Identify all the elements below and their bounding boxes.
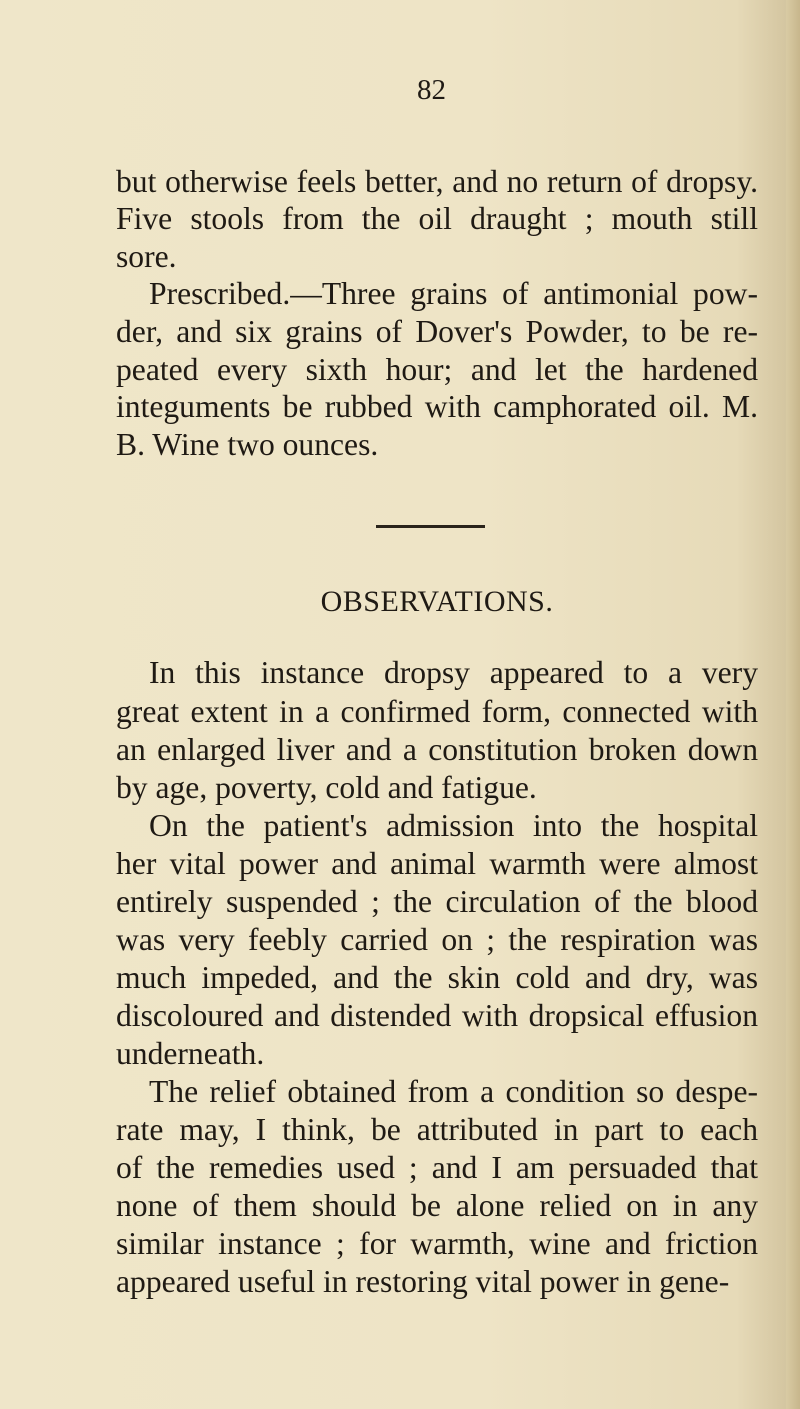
text-line: Prescribed.—Three grains of antimonial pow-: [149, 276, 758, 311]
text-line: underneath.: [116, 1036, 265, 1071]
text-line: entirely suspended ; the circulation of the blood: [116, 884, 758, 919]
text-line: rate may, I think, be attributed in part to each: [116, 1112, 758, 1147]
text-line: of the remedies used ; and I am persuaded that: [116, 1150, 758, 1185]
text-line: none of them should be alone relied on in any: [116, 1188, 758, 1223]
text-line: integuments be rubbed with camphorated oil. M.: [116, 389, 758, 424]
text-line: by age, poverty, cold and fatigue.: [116, 770, 537, 805]
text-line: was very feebly carried on ; the respiration was: [116, 922, 758, 957]
text-line: much impeded, and the skin cold and dry, was: [116, 960, 758, 995]
text-line: discoloured and distended with dropsical effusion: [116, 998, 758, 1033]
text-line: peated every sixth hour; and let the hardened: [116, 352, 758, 387]
text-line: an enlarged liver and a constitution broken down: [116, 732, 758, 767]
text-line: her vital power and animal warmth were almost: [116, 846, 758, 881]
text-line: On the patient's admission into the hospital: [149, 808, 758, 843]
text-line: sore.: [116, 239, 177, 274]
page-number: 82: [417, 74, 446, 106]
text-line: In this instance dropsy appeared to a very: [149, 655, 758, 690]
text-line: similar instance ; for warmth, wine and friction: [116, 1226, 758, 1261]
section-heading: OBSERVATIONS.: [320, 585, 554, 618]
text-line: The relief obtained from a condition so despe-: [149, 1074, 758, 1109]
text-line: great extent in a confirmed form, connected with: [116, 694, 758, 729]
page-edge-shadow: [786, 0, 800, 1409]
text-line: appeared useful in restoring vital power in gene-: [116, 1264, 730, 1299]
text-line: Five stools from the oil draught ; mouth still: [116, 201, 758, 236]
text-line: B. Wine two ounces.: [116, 427, 379, 462]
text-line: der, and six grains of Dover's Powder, to be re-: [116, 314, 758, 349]
section-divider: [376, 525, 485, 528]
text-line: but otherwise feels better, and no return of dropsy.: [116, 164, 758, 199]
